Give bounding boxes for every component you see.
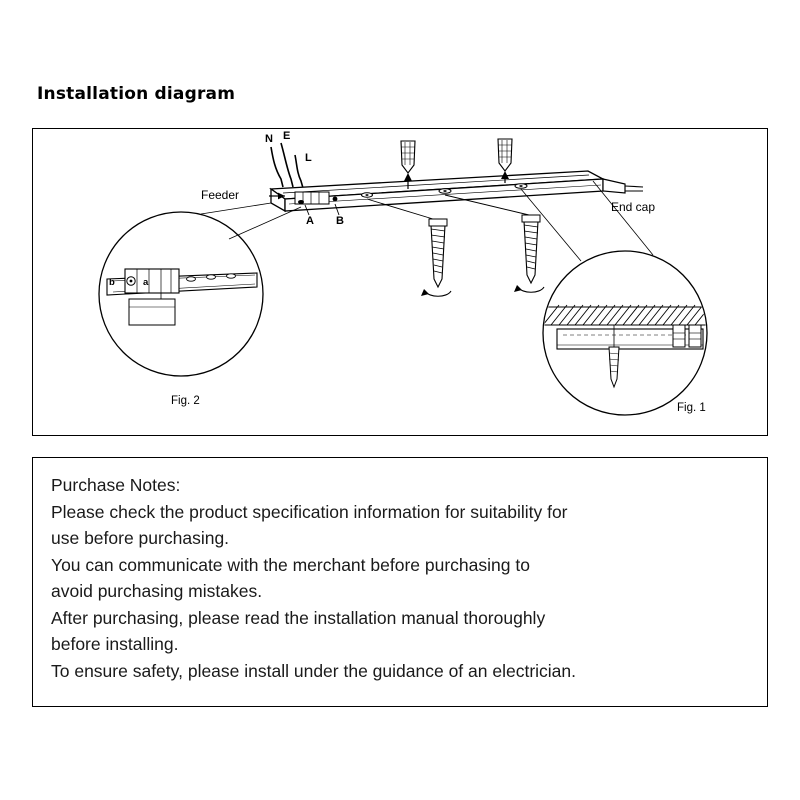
diagram-panel [32, 128, 768, 436]
wire-label-e: E [283, 130, 291, 142]
detail-label-b: b [109, 277, 115, 288]
purchase-note-line: After purchasing, please read the installation manual thoroughly [51, 607, 546, 628]
purchase-note-line: Please check the product specification information for suitability for [51, 501, 568, 522]
purchase-note-line: before installing. [51, 634, 179, 654]
fig1-caption: Fig. 1 [677, 402, 706, 414]
light-fixture [271, 171, 643, 211]
terminal-label-a: A [306, 215, 314, 227]
purchase-note-line: use before purchasing. [51, 528, 230, 548]
purchase-note-line: You can communicate with the merchant before purchasing to [51, 554, 530, 575]
screw-right [522, 215, 540, 283]
screw-left [429, 219, 447, 287]
wall-plug-left [401, 141, 415, 173]
fig2-caption: Fig. 2 [171, 395, 200, 407]
purchase-note-line: avoid purchasing mistakes. [51, 581, 263, 601]
feeder-label: Feeder [201, 188, 240, 202]
terminal-label-b: B [336, 215, 344, 227]
supply-wires [271, 143, 303, 188]
end-cap-label: End cap [611, 200, 656, 214]
fig2-detail [99, 203, 301, 376]
detail-label-a: a [143, 277, 149, 288]
wire-label-n: N [265, 133, 273, 145]
wall-plug-right [498, 139, 512, 171]
wire-label-l: L [305, 152, 312, 164]
purchase-notes-panel [32, 457, 768, 707]
page-title: Installation diagram [37, 84, 236, 104]
fig1-detail [521, 181, 711, 415]
rotation-arrows [425, 287, 544, 296]
purchase-note-line: To ensure safety, please install under the guidance of an electrician. [51, 660, 576, 681]
purchase-notes-heading: Purchase Notes: [51, 475, 181, 495]
diagram-svg [33, 129, 766, 434]
